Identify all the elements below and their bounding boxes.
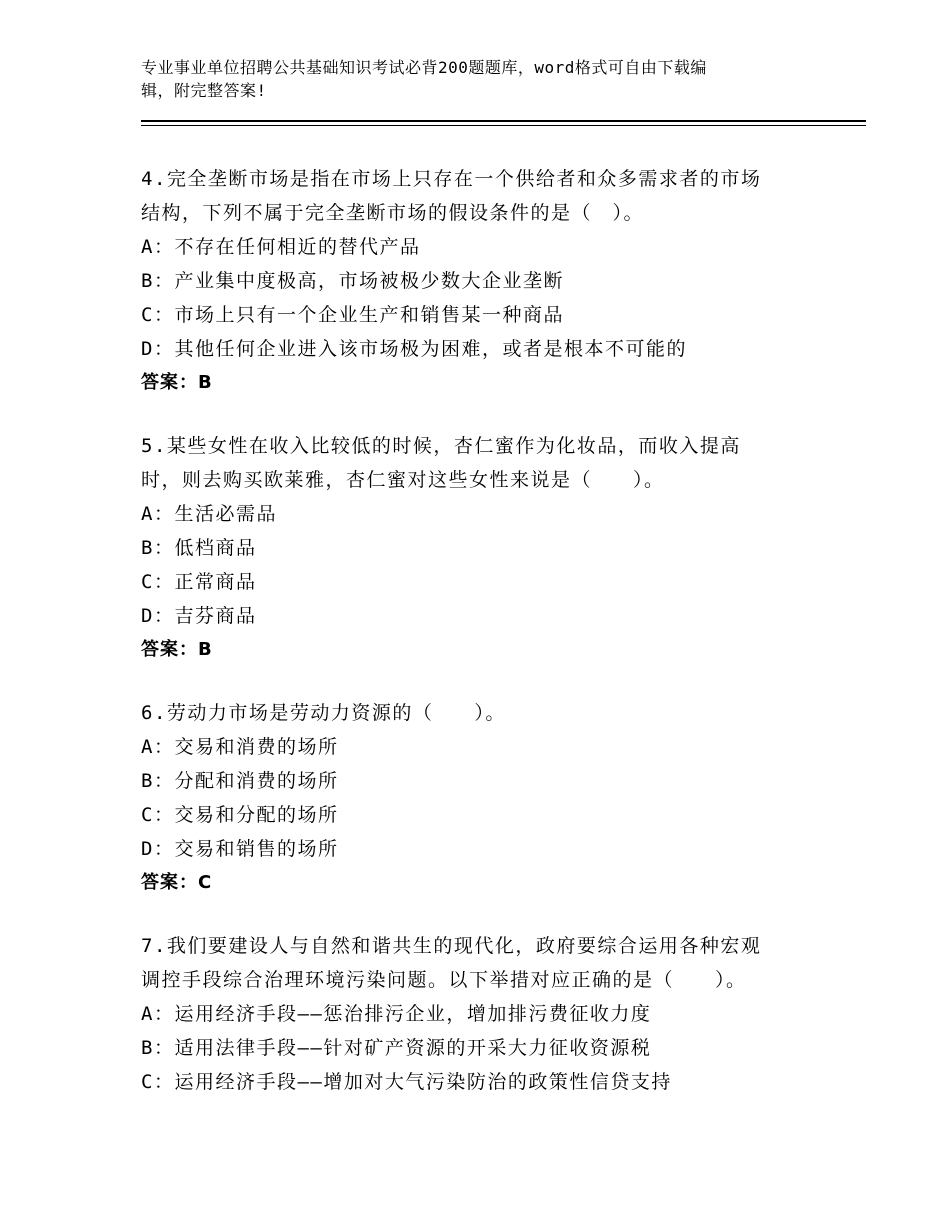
option-d: D：其他任何企业进入该市场极为困难，或者是根本不可能的 (141, 338, 687, 360)
option-d: D：交易和销售的场所 (141, 838, 339, 860)
header-divider-thin (141, 125, 866, 126)
option-a: A：生活必需品 (141, 503, 277, 525)
answer-line: 答案：B (141, 639, 213, 660)
question-stem-line: 调控手段综合治理环境污染问题。以下举措对应正确的是（ ）。 (141, 969, 747, 991)
answer-line: 答案：C (141, 872, 213, 893)
option-a: A：交易和消费的场所 (141, 736, 339, 758)
header-line-2: 辑，附完整答案! (141, 81, 267, 100)
option-c: C：运用经济手段——增加对大气污染防治的政策性信贷支持 (141, 1071, 672, 1093)
option-c: C：正常商品 (141, 571, 257, 593)
question-stem-line: 5.某些女性在收入比较低的时候，杏仁蜜作为化妆品，而收入提高 (141, 435, 741, 457)
option-b: B：低档商品 (141, 537, 257, 559)
option-c: C：市场上只有一个企业生产和销售某一种商品 (141, 304, 564, 326)
option-a: A：不存在任何相近的替代产品 (141, 236, 421, 258)
header-divider-thick (141, 120, 866, 122)
option-c: C：交易和分配的场所 (141, 804, 339, 826)
question-list (141, 162, 821, 1128)
option-b: B：产业集中度极高，市场被极少数大企业垄断 (141, 270, 564, 292)
question-stem-line: 6.劳动力市场是劳动力资源的（ ）。 (141, 702, 506, 724)
option-b: B：分配和消费的场所 (141, 770, 339, 792)
question-stem-line: 7.我们要建设人与自然和谐共生的现代化，政府要综合运用各种宏观 (141, 935, 762, 957)
question-stem-line: 4.完全垄断市场是指在市场上只存在一个供给者和众多需求者的市场 (141, 168, 762, 190)
question-5 (141, 429, 821, 667)
question-stem-line: 时，则去购买欧莱雅，杏仁蜜对这些女性来说是（ ）。 (141, 469, 665, 491)
question-stem-line: 结构，下列不属于完全垄断市场的假设条件的是（ ）。 (141, 202, 645, 224)
option-d: D：吉芬商品 (141, 605, 257, 627)
question-6 (141, 696, 821, 900)
question-7 (141, 929, 821, 1099)
header-line-1: 专业事业单位招聘公共基础知识考试必背200题题库，word格式可自由下载编 (141, 58, 707, 77)
document-header (141, 56, 801, 102)
answer-line: 答案：B (141, 372, 213, 393)
option-a: A：运用经济手段——惩治排污企业，增加排污费征收力度 (141, 1003, 652, 1025)
option-b: B：适用法律手段——针对矿产资源的开采大力征收资源税 (141, 1037, 652, 1059)
question-4 (141, 162, 821, 400)
